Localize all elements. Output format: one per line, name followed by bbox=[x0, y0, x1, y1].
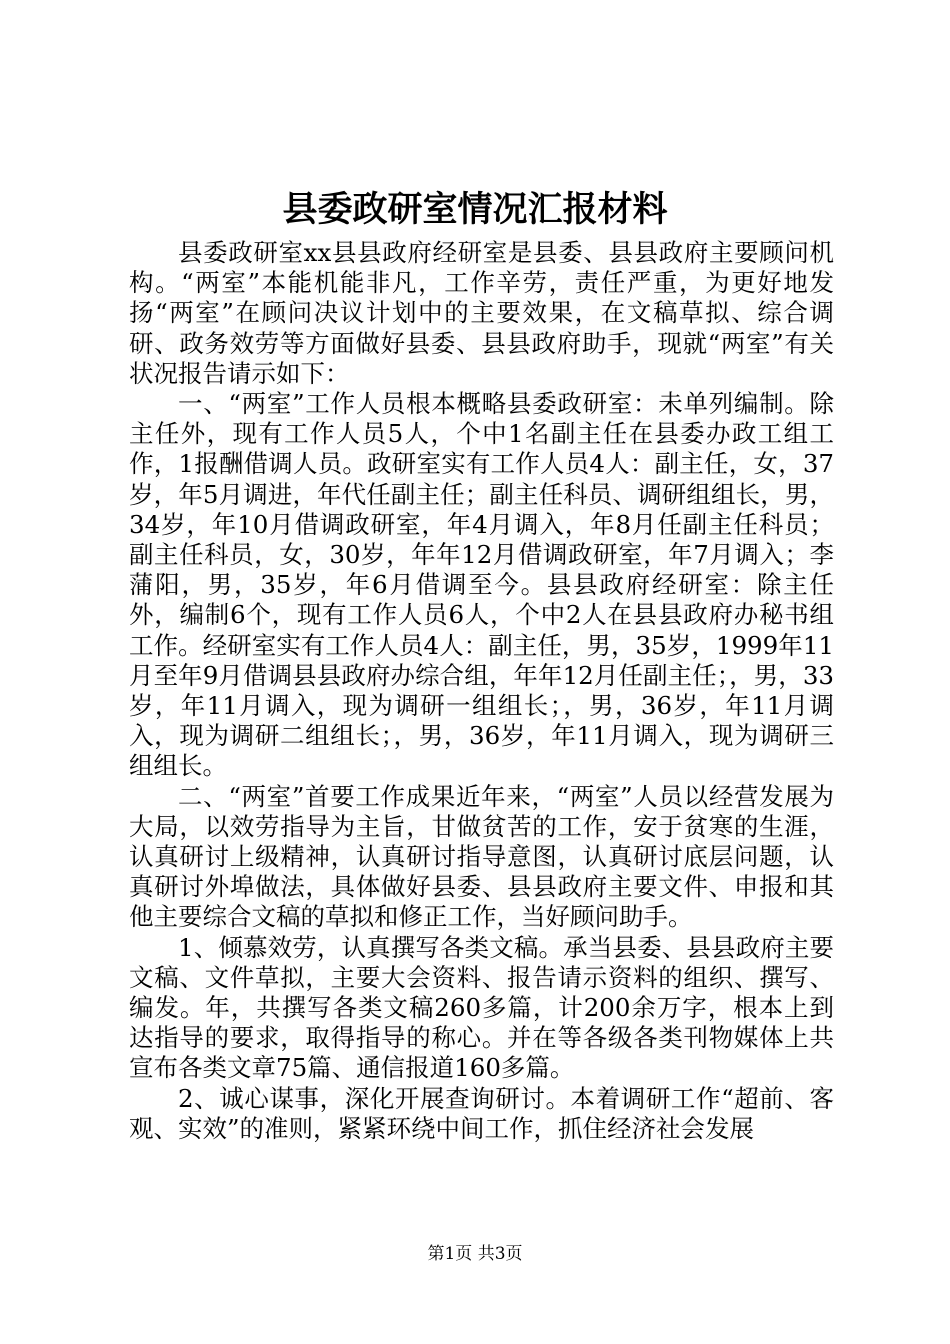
document-title: 县委政研室情况汇报材料 bbox=[282, 189, 668, 230]
paragraph-item-1: 1、倾慕效劳，认真撰写各类文稿。承当县委、县县政府主要文稿、文件草拟，主要大会资料、报告请示资料的组织、撰写、编发。年，共撰写各类文稿260多篇，计200余万字，根本上到达指导的要求，取得指导的称心。并在等各级各类刊物媒体上共宣布各类文章75篇、通信报道160多篇。 bbox=[129, 932, 834, 1083]
paragraph-section-2: 二、“两室”首要工作成果近年来，“两室”人员以经营发展为大局，以效劳指导为主旨，甘做贫苦的工作，安于贫寒的生涯，认真研讨上级精神，认真研讨指导意图，认真研讨底层问题，认真研讨外埠做法，具体做好县委、县县政府主要文件、申报和其他主要综合文稿的草拟和修正工作，当好顾问助手。 bbox=[129, 781, 834, 932]
paragraph-item-2: 2、诚心谋事，深化开展查询研讨。本着调研工作“超前、客观、实效”的准则，紧紧环绕中间工作，抓住经济社会发展 bbox=[129, 1083, 834, 1143]
document-body bbox=[129, 238, 834, 1144]
page-footer: 第1页 共3页 bbox=[427, 1244, 523, 1264]
paragraph-intro: 县委政研室xx县县政府经研室是县委、县县政府主要顾问机构。“两室”本能机能非凡，工作辛劳，责任严重，为更好地发扬“两室”在顾问决议计划中的主要效果，在文稿草拟、综合调研、政务效劳等方面做好县委、县县政府助手，现就“两室”有关状况报告请示如下： bbox=[129, 238, 834, 388]
paragraph-section-1: 一、“两室”工作人员根本概略县委政研室：未单列编制。除主任外，现有工作人员5人，个中1名副主任在县委办政工组工作，1报酬借调人员。政研室实有工作人员4人：副主任，女，37岁，年5月调进，年代任副主任；副主任科员、调研组组长，男，34岁，年10月借调政研室，年4月调入，年8月任副主任科员；副主任科员，女，30岁，年年12月借调政研室，年7月调入；李蒲阳，男，35岁，年6月借调至今。县县政府经研室：除主任外，编制6个，现有工作人员6人，个中2人在县县政府办秘书组工作。经研室实有工作人员4人：副主任，男，35岁，1999年11月至年9月借调县县政府办综合组，年年12月任副主任；，男，33岁，年11月调入，现为调研一组组长；，男，36岁，年11月调入，现为调研二组组长；，男，36岁，年11月调入，现为调研三组组长。 bbox=[129, 389, 834, 781]
